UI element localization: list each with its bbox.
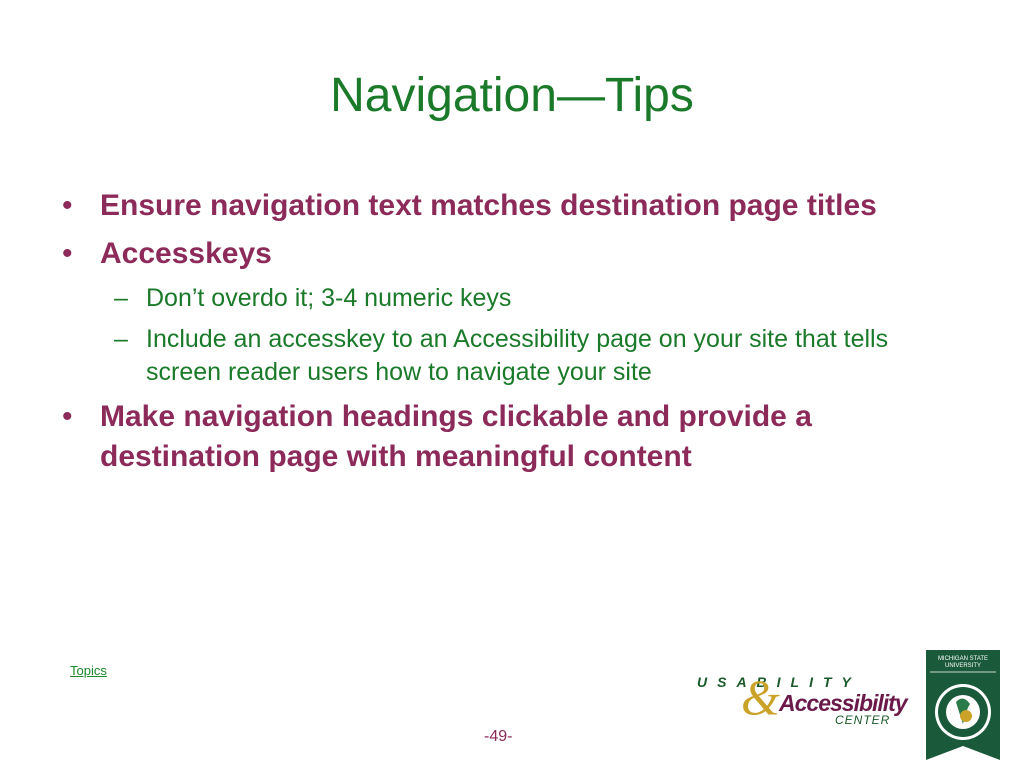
bullet-marker: •: [62, 400, 73, 433]
logo-ampersand: &: [741, 669, 780, 725]
slide-title: Navigation—Tips: [330, 69, 694, 122]
bullet-text: Make navigation headings clickable and provide a destination page with meaningful content: [100, 400, 812, 473]
msu-badge-logo: [926, 650, 1000, 760]
logo-usability-text: USABILITY: [697, 674, 861, 690]
bullet-marker: •: [62, 189, 73, 222]
bullet-item: [58, 234, 958, 274]
bullet-list: [58, 186, 958, 485]
bullet-item: [58, 186, 958, 226]
bullet-marker: •: [62, 237, 73, 270]
topics-link[interactable]: Topics: [70, 663, 107, 678]
sub-bullet-item: [58, 323, 958, 389]
logo-accessibility-text: Accessibility: [779, 690, 907, 716]
bullet-text: Accesskeys: [100, 237, 272, 270]
sub-bullet-marker: –: [114, 284, 128, 312]
usability-accessibility-logo: [693, 664, 911, 730]
msu-header-text: MICHIGAN STATE UNIVERSITY: [937, 656, 989, 669]
sub-bullet-item: [58, 282, 958, 315]
sub-bullet-text: Don’t overdo it; 3-4 numeric keys: [146, 284, 512, 312]
bullet-text: Ensure navigation text matches destination page titles: [100, 189, 877, 222]
bullet-item: [58, 397, 958, 477]
page-number: -49-: [484, 728, 513, 745]
logo-center-text: CENTER: [835, 713, 891, 727]
sub-bullet-text: Include an accesskey to an Accessibility page on your site that tells screen reader users how to navigate your site: [146, 325, 889, 386]
sub-bullet-marker: –: [114, 325, 128, 353]
